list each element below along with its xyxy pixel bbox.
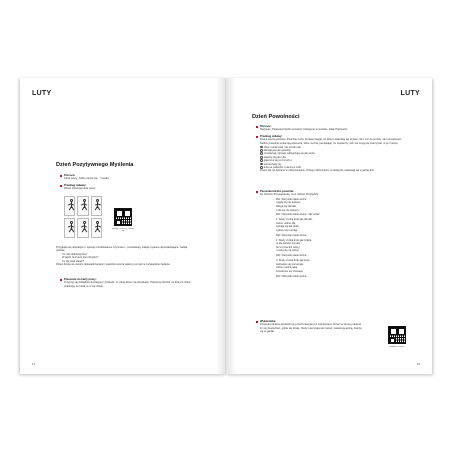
section-przebieg bbox=[60, 184, 150, 191]
section-text: Nagranie „Piosenka bardzo powolna” (dostępne w serwisie „Moje Piętrowa”). bbox=[260, 128, 349, 132]
qr-caption: podejdź i zeskanuj, dowiesz się bbox=[111, 228, 135, 233]
list-item: kłaniają się jak gwiazdy, bbox=[260, 149, 406, 152]
song-credit: (sł. Monika Tomaszewska, muz. Marcin Przybylski) bbox=[260, 193, 319, 197]
illustration-grid bbox=[64, 196, 102, 238]
month-header: LUTY bbox=[32, 90, 52, 97]
question: Co się tutaj stanie? bbox=[62, 259, 85, 263]
stanza: Ref. Wszystko takie wolne… bbox=[276, 233, 309, 237]
section-heading: Piosenka bardzo powolna: bbox=[256, 190, 406, 193]
qr-code-icon[interactable] bbox=[114, 208, 132, 226]
illustration bbox=[91, 218, 102, 238]
circle-number-icon bbox=[260, 152, 263, 155]
stanza: Ref. Wszystko takie wolne, i tak sobie bbox=[276, 213, 320, 217]
illustration bbox=[64, 218, 75, 238]
section-piosenka bbox=[256, 190, 406, 279]
section-heading: Polecenie do karty pracy: bbox=[60, 278, 196, 281]
song-lyrics bbox=[260, 198, 406, 278]
section-text: Piosenka idealna sprawdzi się przed kreatywnymi ćwiczeniami. Dzieci w stronę pokazać im się dowiedzieć, gdzie się dzieje. Kiedy zaczynają się ruszać i wskazują wolną, ćwiczą się w gardle. bbox=[260, 323, 362, 334]
stanza: Ref. Wszystko takie wolne, i giglą się nie spieszy. Wlegą się ślimaki, i nikt się nie śpieszy. bbox=[276, 197, 307, 212]
paragraph: Dzieci dzielą się swoimi doświadczeniami i wspólnie tworzą własny pomysł na rozwiązanie zadania. bbox=[56, 263, 171, 267]
book-spread bbox=[20, 78, 432, 374]
list-item: głaszczą się po brzuchu, bbox=[260, 159, 406, 162]
section-heading: Pomoce: bbox=[256, 125, 406, 128]
section-heading: Przebieg zabawy: bbox=[256, 135, 406, 138]
paragraph: Przygląda się ilustracjom i opisuje przedstawione czynności – prowadzący zadaje pytania naprowadzające, zadaje pytania: bbox=[56, 246, 188, 253]
illustration bbox=[91, 196, 102, 216]
section-text: Dzieci tworzą powolny. Podczas ruchu zwracaj uwagę, że dzieci ustawiają się szybko, ale i inni do przodu i tam powolności bardzo powolnie wykonują polecenia, które można, pamiętając, że wystarczy ruch nie mogą się zatrzymać, a tym raczej: bbox=[260, 138, 401, 145]
illustration bbox=[77, 196, 88, 216]
section-pomoce bbox=[60, 174, 150, 181]
list-item: leżą na podłodze i patrzą w sufit. bbox=[260, 166, 406, 169]
page-title: Dzień Powolności bbox=[252, 114, 300, 120]
question: Co robi dziewczynka? bbox=[62, 252, 88, 256]
section-polecenie bbox=[60, 278, 196, 289]
list-item: rozwiązują, zginają, odtwarzają się jak sowa, bbox=[260, 152, 406, 155]
stanza: 2. Kiedy zrobią kroki jak żółwie, to idą bardzo pomału, bo to przecież wolny, i rusza się na wolno. bbox=[276, 238, 313, 253]
illustration bbox=[64, 196, 75, 216]
stanza: 1. Kiedy zrobią kroki jak ślimaki, wolno, wolno idą, zginają się jak ptaki, i głowy się ruszają. bbox=[276, 218, 313, 232]
section-text: Przyjrzyj się dokładnie ilustracjom i powiedz, co robią dzieci na obrazkach. Pokoloruj obrazki, na których dzieci pokazują, co robią, a co się dzieje. bbox=[64, 281, 191, 288]
list-item: skaczą się jak ryba, bbox=[260, 156, 406, 159]
page-number: 15 bbox=[417, 363, 420, 366]
page-title: Dzień Pozytywnego Myślenia bbox=[56, 162, 134, 168]
month-header: LUTY bbox=[400, 90, 420, 97]
stanza: Ref. Wszystko takie wolne… bbox=[276, 274, 309, 278]
circle-number-icon bbox=[260, 163, 263, 166]
section-text: Dzieci idą na dywanie w obserwowaniu cichego oddychania, a następnie ustawiają się w jednej linii. bbox=[260, 169, 375, 173]
page-number: 14 bbox=[32, 363, 35, 366]
section-przebieg bbox=[256, 135, 406, 173]
right-page bbox=[226, 78, 432, 374]
circle-number-icon bbox=[260, 149, 263, 152]
question: W jakim humorze jest chłopiec? bbox=[62, 256, 99, 260]
section-wskazowka bbox=[256, 320, 404, 334]
left-page bbox=[20, 78, 226, 374]
list-item: idzie i robią kroki i do przodu jak bbox=[260, 146, 406, 149]
circle-number-icon bbox=[260, 156, 263, 159]
section-text: Dzieci obrazują kartę pracy. bbox=[64, 187, 96, 191]
circle-number-icon bbox=[260, 159, 263, 162]
qr-code-icon[interactable] bbox=[388, 326, 406, 344]
list-item: uśmiechają się, bbox=[260, 163, 406, 166]
circle-number-icon bbox=[260, 146, 263, 149]
stanza: Ref. Wszystko takie wolne… bbox=[276, 254, 309, 258]
discussion-text bbox=[56, 246, 196, 266]
section-heading: Przebieg zabawy: bbox=[60, 184, 150, 187]
illustration bbox=[77, 218, 88, 238]
section-heading: Pomoce: bbox=[60, 174, 150, 177]
section-heading: Wskazówka: bbox=[256, 320, 404, 323]
section-text: Karta pracy „Gdzie ukryło się…” kredki. bbox=[64, 177, 110, 181]
qr-caption: podejdź i zeskanuj bbox=[389, 346, 405, 348]
stanza: 3. Kiedy zrobią kroki jak lenie, wolniutko się poruszają, wolno macha ręką, w łazience się chowają. bbox=[276, 258, 311, 273]
section-pomoce bbox=[256, 125, 406, 132]
